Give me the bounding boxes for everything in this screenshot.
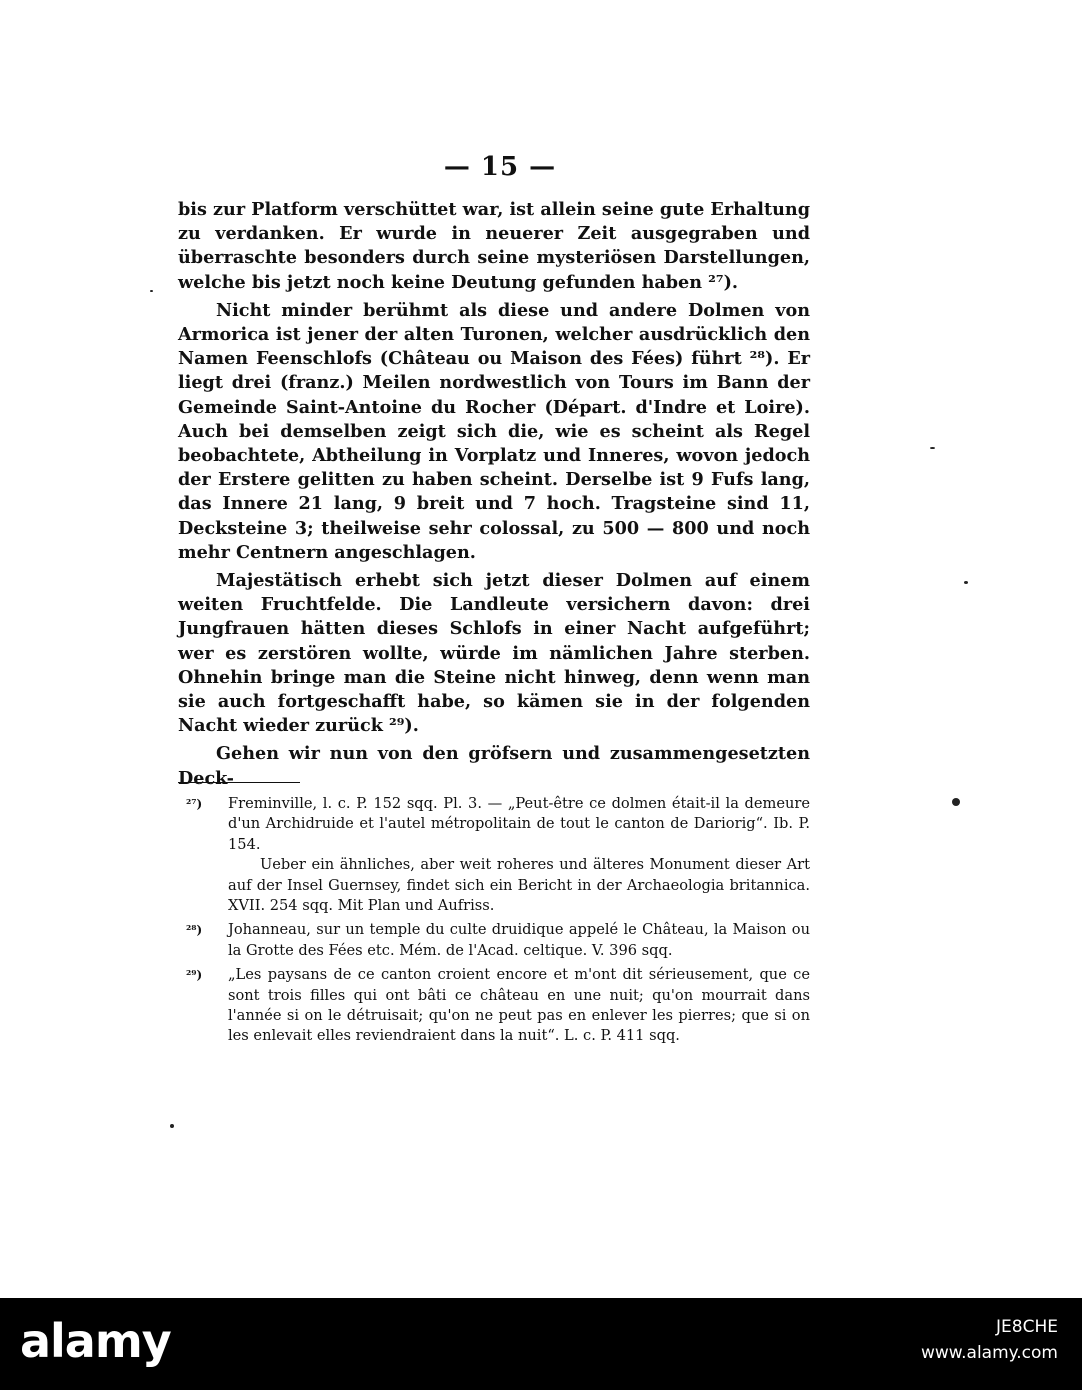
- footnote-mark: ²⁹): [186, 968, 203, 983]
- page-number: — 15 —: [443, 152, 557, 182]
- paragraph-2: Nicht minder berühmt als diese und andere Dolmen von Armorica ist jener der alten Turonen, welcher ausdrücklich den Namen Feenschlofs (Château ou Maison des Fées) führt ²⁸). Er liegt drei (franz.) Meilen nordwestlich von Tours im Bann der Gemeinde Saint-Antoine du Rocher (Départ. d'Indre et Loire). Auch bei demselben zeigt sich die, wie es scheint als Regel beobachtete, Abtheilung in Vorplatz und Inneres, wovon jedoch der Erstere gelitten zu haben scheint. Derselbe ist 9 Fufs lang, das Innere 21 lang, 9 breit und 7 hoch. Tragsteine sind 11, Decksteine 3; theilweise sehr colossal, zu 500 — 800 und noch mehr Centnern angeschlagen.: [178, 299, 810, 563]
- image-id: JE8CHE: [996, 1317, 1058, 1337]
- footnotes: [178, 794, 810, 1051]
- alamy-logo: alamy: [20, 1314, 171, 1368]
- scan-speck: [964, 581, 968, 584]
- footnote-29: [178, 965, 810, 1047]
- body-text: [178, 198, 810, 791]
- image-reference: [921, 1314, 1058, 1366]
- footnote-continuation: Ueber ein ähnliches, aber weit roheres und älteres Monument dieser Art auf der Insel Guernsey, findet sich ein Bericht in der Archaeologia britannica. XVII. 254 sqq. Mit Plan und Aufriss.: [228, 856, 810, 915]
- footnote-mark: ²⁸): [186, 923, 203, 938]
- paragraph-1: bis zur Platform verschüttet war, ist allein seine gute Erhaltung zu verdanken. Er wurde in neuerer Zeit ausgegraben und überraschte besonders durch seine mysteriösen Darstellungen, welche bis jetzt noch keine Deutung gefunden haben ²⁷).: [178, 199, 810, 293]
- paragraph-4: Gehen wir nun von den gröfsern und zusammengesetzten Deck-: [178, 743, 810, 789]
- footnote-text: Freminville, l. c. P. 152 sqq. Pl. 3. — „Peut-être ce dolmen était-il la demeure d'un Archidruide et l'autel métropolitain de tout le canton de Dariorig“. Ib. P. 154.: [228, 795, 810, 853]
- scan-speck: [930, 447, 935, 449]
- site-url: www.alamy.com: [920, 1343, 1058, 1363]
- footnote-28: [178, 920, 810, 961]
- scan-speck: [150, 290, 153, 292]
- watermark-footer: [0, 1298, 1082, 1390]
- footnote-mark: ²⁷): [186, 797, 203, 811]
- footnote-divider: [178, 782, 300, 783]
- scan-speck: [170, 1124, 174, 1128]
- paragraph-3: Majestätisch erhebt sich jetzt dieser Dolmen auf einem weiten Fruchtfelde. Die Landleute versichern davon: drei Jungfrauen hätten dieses Schlofs in einer Nacht aufgeführt; wer es zerstören wollte, würde im nämlichen Jahre sterben. Ohnehin bringe man die Steine nicht hinweg, denn wenn man sie auch fortgeschafft habe, so kämen sie in der folgenden Nacht wieder zurück ²⁹).: [178, 570, 810, 737]
- footnote-text: „Les paysans de ce canton croient encore et m'ont dit sérieusement, que ce sont trois filles qui ont bâti ce château en une nuit; qu'on mourrait dans l'année si on le détruisait; qu'on ne peut pas en enlever les pierres; que si on les enlevait elles reviendraient dans la nuit“. L. c. P. 411 sqq.: [228, 966, 810, 1045]
- footnote-text: Johanneau, sur un temple du culte druidique appelé le Château, la Maison ou la Grotte des Fées etc. Mém. de l'Acad. celtique. V. 396 sqq.: [228, 921, 810, 959]
- scan-speck: [952, 798, 960, 806]
- footnote-27: [178, 794, 810, 916]
